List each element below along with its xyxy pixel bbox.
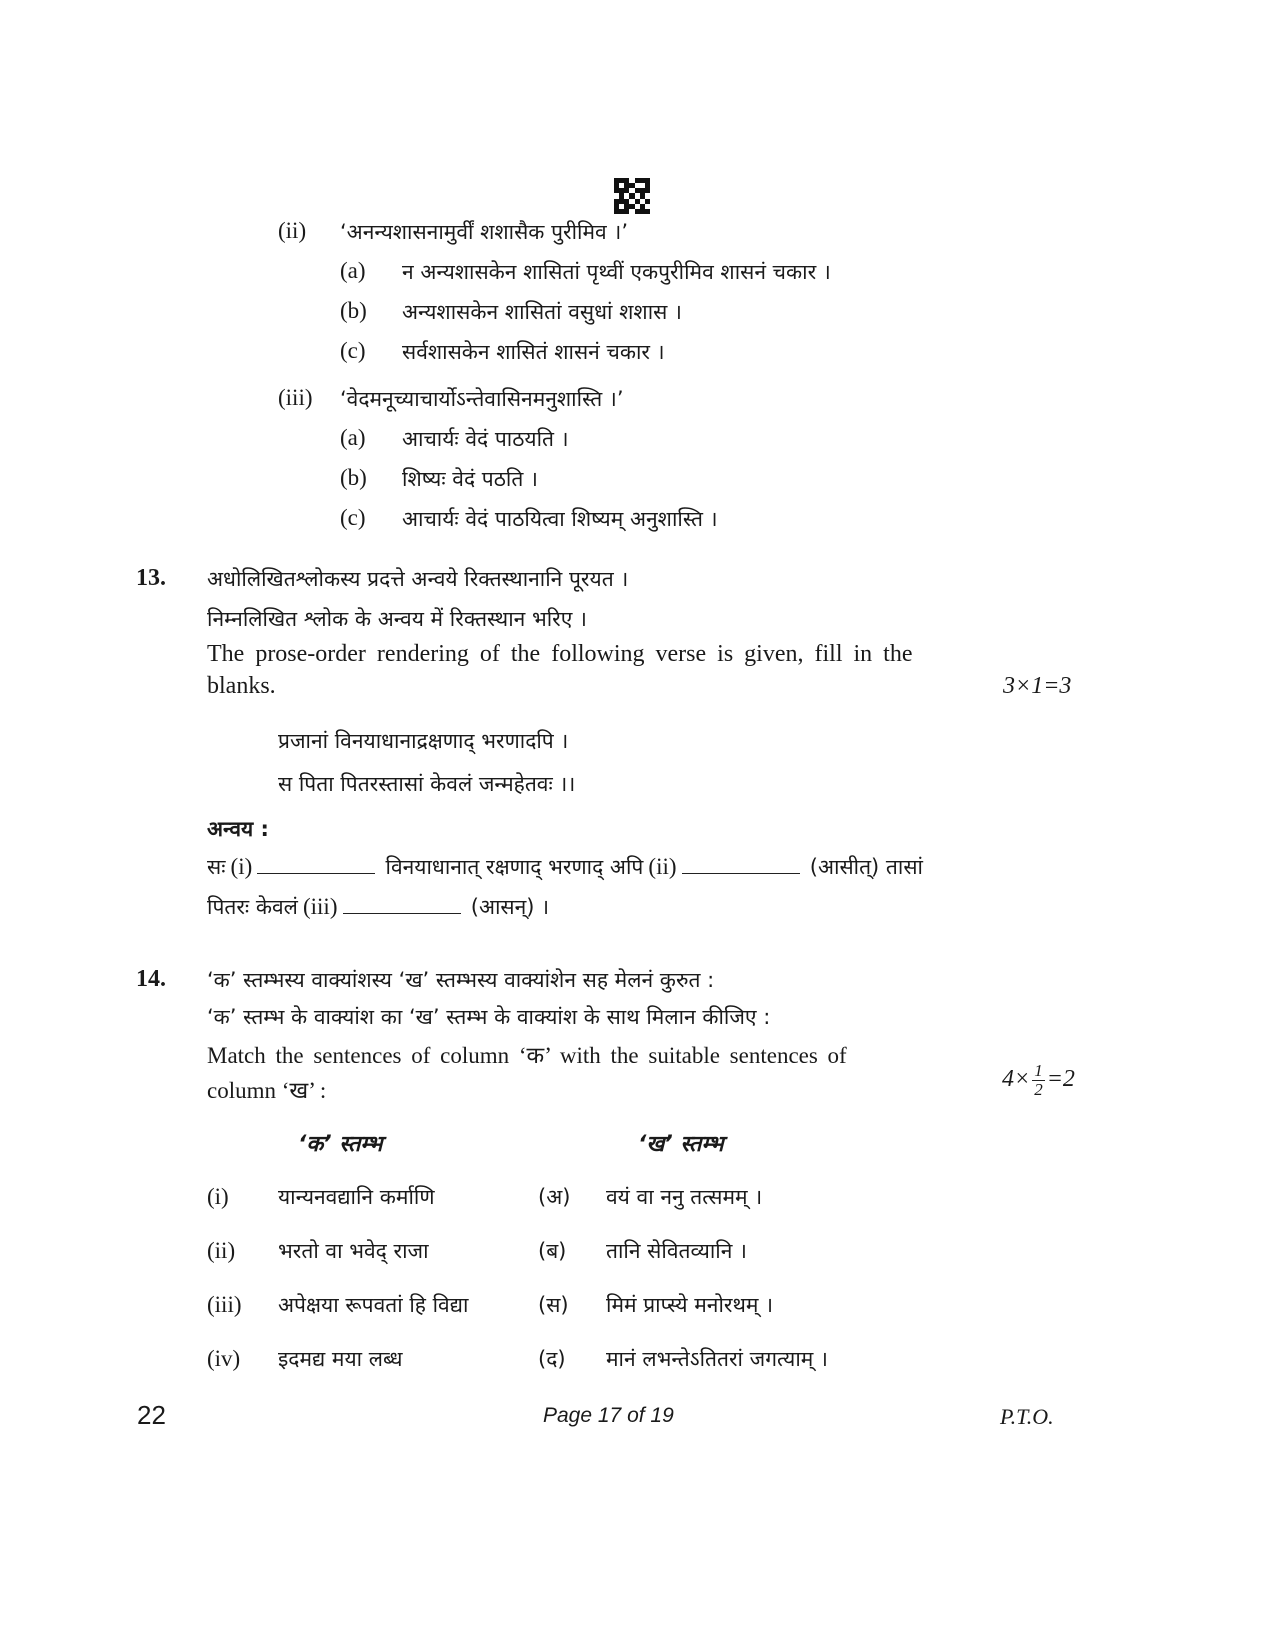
anvaya-blank-iii[interactable] (343, 895, 461, 914)
q12-iii-option-b-label: (b) (340, 465, 367, 490)
anvaya-label: अन्वय : (207, 817, 269, 841)
q12-iii-option-b-text: शिष्यः वेदं पठति । (402, 467, 538, 491)
footer-paper-code: 22 (137, 1400, 166, 1430)
anvaya-text-end: (आसीत्) तासां (809, 855, 923, 879)
q12-ii-option-c-text: सर्वशासकेन शासितं शासनं चकार । (402, 340, 665, 364)
question-14-sanskrit-instruction: ‘क’ स्तम्भस्य वाक्यांशस्य ‘ख’ स्तम्भस्य वाक्यांशेन सह मेलनं कुरुत : (207, 968, 715, 992)
marks-prefix: 4× (1002, 1066, 1031, 1093)
q12-ii-option-a-label: (a) (340, 258, 366, 283)
question-13-english-line1: The prose-order rendering of the following verse is given, fill in the (207, 641, 913, 667)
verse-line-1: प्रजानां विनयाधानाद्रक्षणाद् भरणादपि । (278, 729, 569, 753)
qr-code-icon (614, 178, 650, 214)
anvaya-text-middle: विनयाधानात् रक्षणाद् भरणाद् अपि (385, 855, 644, 879)
marks-suffix: =2 (1046, 1066, 1075, 1093)
q12-iii-option-c-text: आचार्यः वेदं पाठयित्वा शिष्यम् अनुशास्ति । (402, 507, 718, 531)
question-13-english-line2: blanks. (207, 673, 276, 699)
match-row-1-number: (i) (207, 1184, 229, 1209)
q12-item-ii-label: (ii) (278, 218, 307, 243)
q12-ii-option-b-text: अन्यशासकेन शासितां वसुधां शशास । (402, 300, 682, 324)
footer-pto: P.T.O. (1000, 1404, 1054, 1429)
q12-item-iii-statement: ‘वेदमनूच्याचार्योऽन्तेवासिनमनुशास्ति ।’ (340, 387, 624, 411)
anvaya-blank-ii-label: (ii) (648, 854, 677, 879)
question-13-number: 13. (136, 565, 166, 591)
question-14-marks (1002, 1062, 1075, 1099)
question-14-english-line1: Match the sentences of column ‘क’ with the suitable sentences of (207, 1043, 847, 1068)
question-13-hindi-instruction: निम्नलिखित श्लोक के अन्वय में रिक्तस्थान भरिए । (207, 607, 588, 631)
question-13-sanskrit-instruction: अधोलिखितश्लोकस्य प्रदत्ते अन्वये रिक्तस्थानानि पूरयत । (207, 567, 629, 591)
match-row-1-left: यान्यनवद्यानि कर्माणि (278, 1185, 435, 1209)
anvaya-blank-i[interactable] (257, 855, 375, 874)
match-row-4-right: मानं लभन्तेऽतितरां जगत्याम् । (606, 1347, 828, 1371)
q12-iii-option-c-label: (c) (340, 505, 366, 530)
match-row-3-letter: (स) (538, 1293, 569, 1317)
footer-page-number: Page 17 of 19 (543, 1404, 674, 1427)
match-row-1-right: वयं वा ननु तत्समम् । (606, 1185, 763, 1209)
column-k-header: ‘क’ स्तम्भ (298, 1132, 383, 1157)
q12-ii-option-c-label: (c) (340, 338, 366, 363)
q12-iii-option-a-label: (a) (340, 425, 366, 450)
question-14-hindi-instruction: ‘क’ स्तम्भ के वाक्यांश का ‘ख’ स्तम्भ के वाक्यांश के साथ मिलान कीजिए : (207, 1005, 771, 1029)
anvaya-line-1 (207, 853, 923, 881)
match-row-2-letter: (ब) (538, 1239, 567, 1263)
q12-iii-option-a-text: आचार्यः वेदं पाठयति । (402, 427, 569, 451)
q12-ii-option-a-text: न अन्यशासकेन शासितां पृथ्वीं एकपुरीमिव शासनं चकार । (402, 260, 831, 284)
q12-item-iii-label: (iii) (278, 385, 313, 410)
match-row-2-number: (ii) (207, 1238, 236, 1263)
match-row-2-right: तानि सेवितव्यानि । (606, 1239, 747, 1263)
marks-fraction-denominator: 2 (1034, 1080, 1043, 1099)
question-14-english-line2: column ‘ख’ : (207, 1078, 327, 1103)
column-kh-header: ‘ख’ स्तम्भ (638, 1132, 724, 1157)
match-row-2-left: भरतो वा भवेद् राजा (278, 1239, 429, 1263)
question-14-number: 14. (136, 966, 166, 992)
marks-fraction (1032, 1062, 1045, 1099)
verse-line-2: स पिता पितरस्तासां केवलं जन्महेतवः ।। (278, 772, 576, 796)
anvaya-text-pitarah: पितरः केवलं (207, 895, 298, 919)
question-13-marks: 3×1=3 (1003, 673, 1072, 699)
match-row-1-letter: (अ) (538, 1185, 571, 1209)
anvaya-line-2 (207, 893, 549, 921)
q12-item-ii-statement: ‘अनन्यशासनामुर्वीं शशासैक पुरीमिव ।’ (340, 220, 629, 244)
marks-fraction-numerator: 1 (1034, 1061, 1043, 1080)
anvaya-text-sah: सः (207, 855, 226, 879)
match-row-3-right: मिमं प्राप्स्ये मनोरथम् । (606, 1293, 774, 1317)
match-row-3-number: (iii) (207, 1292, 242, 1317)
match-row-4-letter: (द) (538, 1347, 566, 1371)
anvaya-blank-i-label: (i) (230, 854, 253, 879)
match-row-3-left: अपेक्षया रूपवतां हि विद्या (278, 1293, 469, 1317)
match-row-4-number: (iv) (207, 1346, 241, 1371)
anvaya-text-asan: (आसन्) । (470, 895, 550, 919)
q12-ii-option-b-label: (b) (340, 298, 367, 323)
anvaya-blank-ii[interactable] (682, 855, 800, 874)
anvaya-blank-iii-label: (iii) (302, 894, 338, 919)
match-row-4-left: इदमद्य मया लब्ध (278, 1347, 403, 1371)
